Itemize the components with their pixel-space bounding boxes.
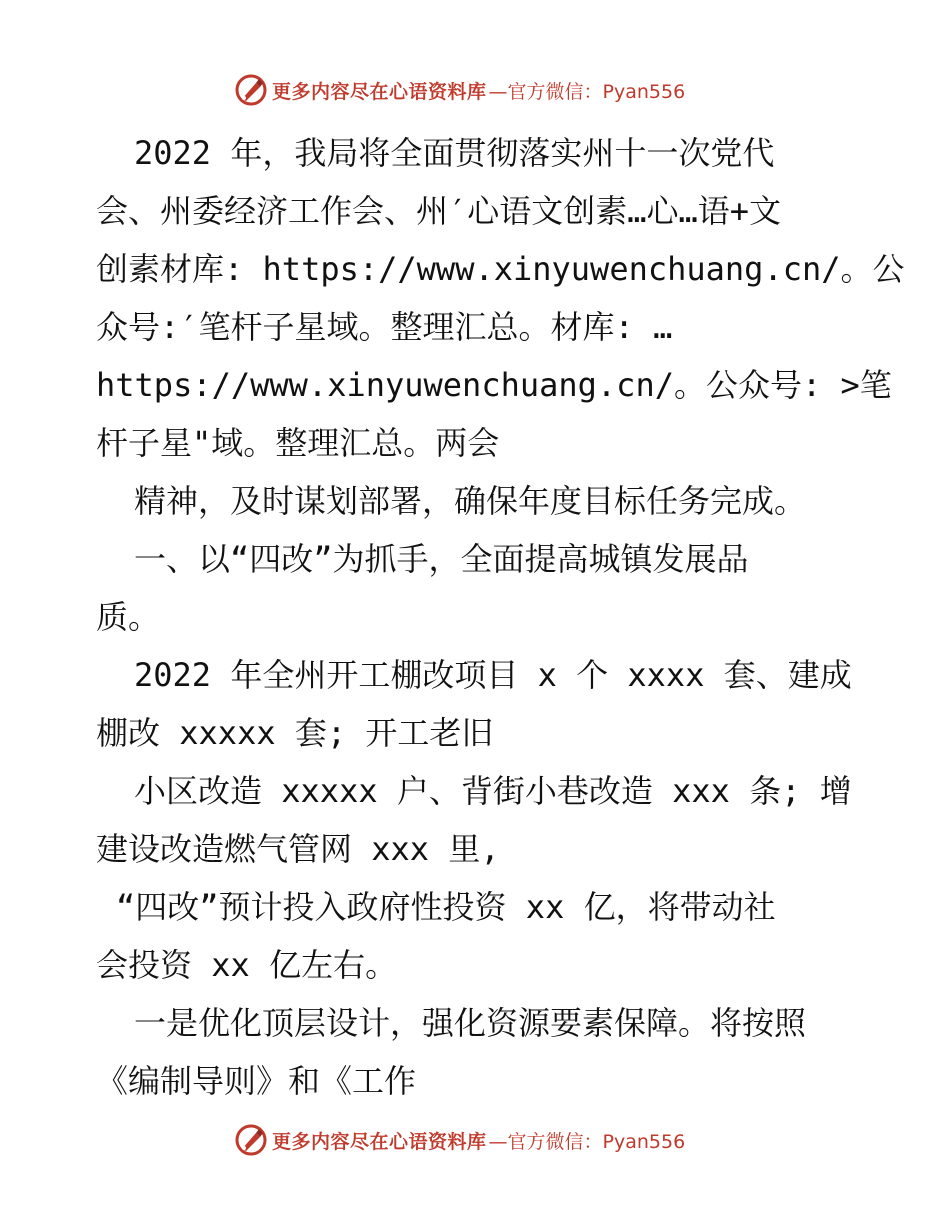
section-heading-cont: 质。 xyxy=(96,598,161,636)
pen-logo-icon xyxy=(234,1123,268,1157)
text-line: 棚改 xxxxx 套; 开工老旧 xyxy=(96,714,494,752)
watermark-contact: —官方微信：Pyan556 xyxy=(488,80,686,103)
text-line: 杆子星"域。整理汇总。两会 xyxy=(96,424,500,462)
text-line: “四改”预计投入政府性投资 xx 亿，将带动社 xyxy=(116,888,776,926)
text-line: https://www.xinyuwenchuang.cn/。公众号: >笔 xyxy=(96,366,892,404)
text-line: 创素材库: https://www.xinyuwenchuang.cn/。公 xyxy=(96,250,905,288)
text-line: 小区改造 xxxxx 户、背街小巷改造 xxx 条; 增 xyxy=(134,772,852,810)
text-line: 建设改造燃气管网 xxx 里, xyxy=(96,830,500,868)
text-line: 会投资 xx 亿左右。 xyxy=(96,946,398,984)
section-heading: 一、以“四改”为抓手，全面提高城镇发展品 xyxy=(134,540,749,578)
text-line: 精神，及时谋划部署，确保年度目标任务完成。 xyxy=(134,482,807,520)
text-line: 会、州委经济工作会、州′心语文创素…心…语+文 xyxy=(96,192,782,230)
text-line: 众号:′笔杆子星域。整理汇总。材库: … xyxy=(96,308,673,346)
watermark-text: 更多内容尽在心语资料库 xyxy=(272,80,487,103)
watermark-banner-bottom xyxy=(234,1122,685,1158)
text-line: 2022 年，我局将全面贯彻落实州十一次党代 xyxy=(134,134,775,172)
watermark-banner-top xyxy=(234,72,685,108)
pen-logo-icon xyxy=(234,73,268,107)
text-line: 一是优化顶层设计，强化资源要素保障。将按照 xyxy=(134,1004,807,1042)
watermark-contact: —官方微信：Pyan556 xyxy=(488,1130,686,1153)
text-line: 《编制导则》和《工作 xyxy=(96,1062,417,1100)
document-body xyxy=(96,124,905,1110)
watermark-text: 更多内容尽在心语资料库 xyxy=(272,1130,487,1153)
text-line: 2022 年全州开工棚改项目 x 个 xxxx 套、建成 xyxy=(134,656,852,694)
